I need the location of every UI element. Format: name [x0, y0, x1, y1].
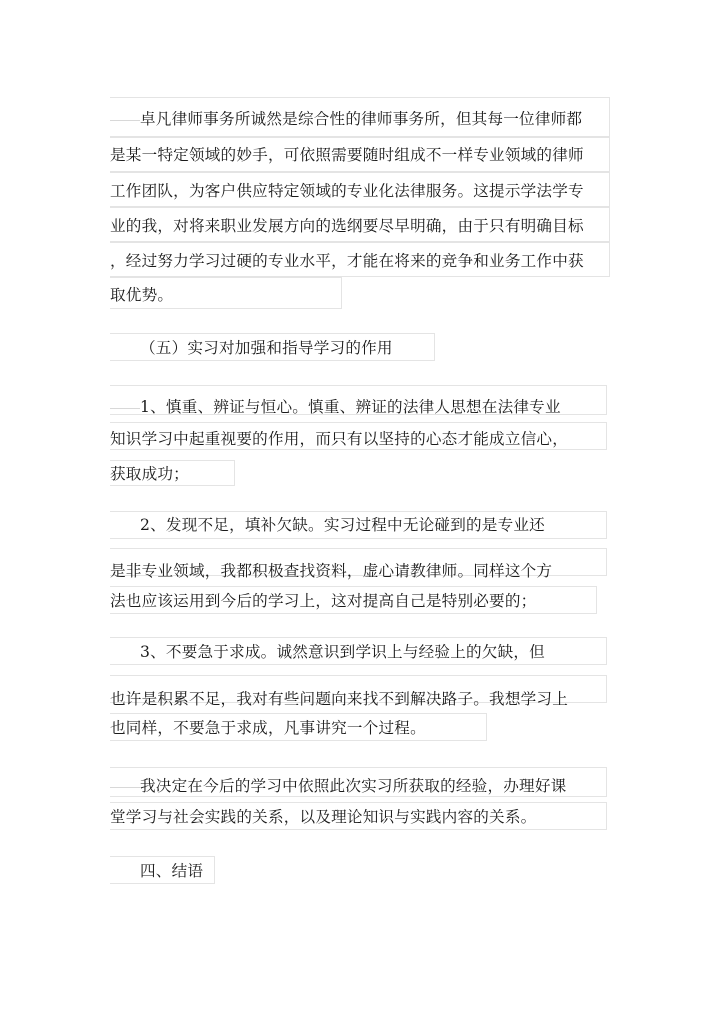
indent-rule: [110, 120, 140, 121]
paragraph-1-line-3: 工作团队，为客户供应特定领域的专业化法律服务。这提示学法学专: [110, 182, 584, 200]
paragraph-1-line-4: 业的我，对将来职业发展方向的选纲要尽早明确，由于只有明确目标: [110, 217, 584, 235]
paragraph-1-line-1: 卓凡律师事务所诚然是综合性的律师事务所，但其每一位律师都: [140, 110, 583, 128]
section-heading-5: （五）实习对加强和指导学习的作用: [140, 339, 393, 357]
point-3-line-1: 3、不要急于求成。诚然意识到学识上与经验上的欠缺，但: [140, 643, 545, 661]
indent-rule: [110, 408, 140, 409]
section-heading-4: 四、结语: [140, 862, 204, 880]
indent-rule: [110, 787, 140, 788]
paragraph-1-line-5: ，经过努力学习过硬的专业水平，才能在将来的竞争和业务工作中获: [110, 252, 584, 270]
paragraph-1-line-6: 取优势。: [110, 286, 174, 304]
point-1-line-3: 获取成功；: [110, 465, 189, 483]
final-paragraph-line-2: 堂学习与社会实践的关系，以及理论知识与实践内容的关系。: [110, 808, 537, 826]
point-3-line-2: 也许是积累不足，我对有些问题向来找不到解决路子。我想学习上: [110, 690, 569, 708]
point-2-line-3: 法也应该运用到今后的学习上，这对提高自己是特别必要的；: [110, 592, 537, 610]
paragraph-1-line-2: 是某一特定领域的妙手，可依照需要随时组成不一样专业领域的律师: [110, 146, 584, 164]
point-3-line-3: 也同样，不要急于求成，凡事讲究一个过程。: [110, 719, 426, 737]
point-1-line-1: 1、慎重、辨证与恒心。慎重、辨证的法律人思想在法律专业: [140, 398, 561, 416]
point-2-line-1: 2、发现不足，填补欠缺。实习过程中无论碰到的是专业还: [140, 516, 545, 534]
final-paragraph-line-1: 我决定在今后的学习中依照此次实习所获取的经验，办理好课: [140, 777, 567, 795]
point-2-line-2: 是非专业领域，我都积极查找资料，虚心请教律师。同样这个方: [110, 562, 553, 580]
point-1-line-2: 知识学习中起重视要的作用，而只有以坚持的心态才能成立信心，: [110, 430, 569, 448]
